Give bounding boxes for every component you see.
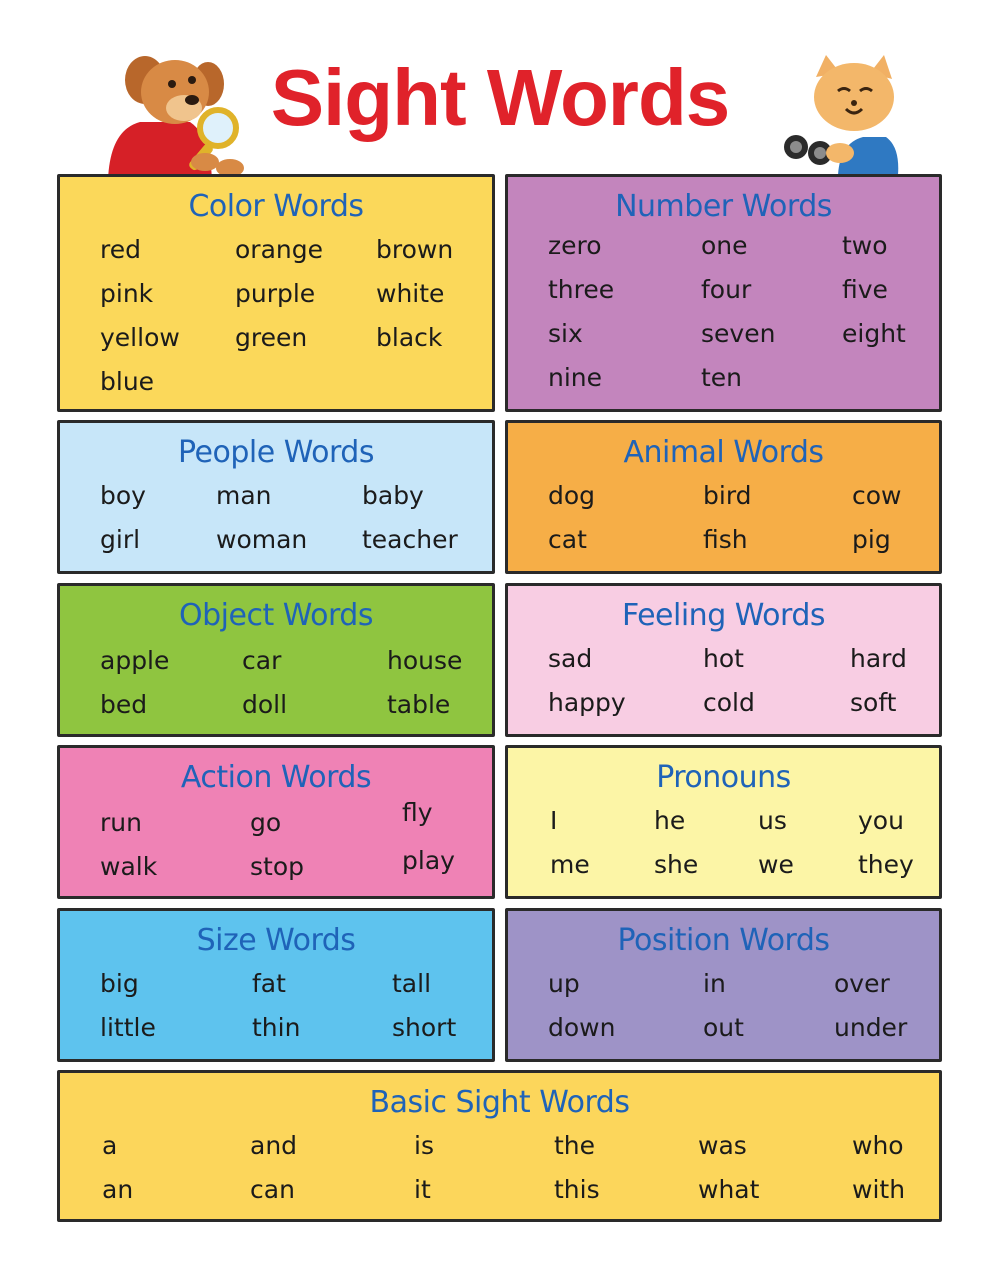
word: green [235, 323, 308, 352]
section-title: Feeling Words [621, 598, 826, 633]
word: sad [548, 644, 593, 673]
word: who [852, 1131, 904, 1160]
word: ten [701, 363, 743, 392]
word: we [758, 850, 794, 879]
word: go [250, 808, 282, 837]
word: down [548, 1013, 616, 1042]
word: bird [703, 481, 752, 510]
word: can [250, 1175, 295, 1204]
word: three [548, 275, 615, 304]
section-title: Action Words [180, 760, 372, 795]
word: an [102, 1175, 134, 1204]
word: blue [100, 367, 155, 396]
word: little [100, 1013, 156, 1042]
word: man [216, 481, 272, 510]
word: pink [100, 279, 154, 308]
object-words-box [57, 583, 495, 737]
word: under [834, 1013, 908, 1042]
word: and [250, 1131, 298, 1160]
word: I [550, 806, 558, 835]
word: woman [216, 525, 308, 554]
word: boy [100, 481, 146, 510]
word: me [550, 850, 590, 879]
word: one [701, 231, 748, 260]
word: car [242, 646, 282, 675]
word: walk [100, 852, 158, 881]
word: eight [842, 319, 906, 348]
section-title: People Words [178, 435, 374, 470]
word: up [548, 969, 580, 998]
word: brown [376, 235, 454, 264]
word: stop [250, 852, 304, 881]
word: table [387, 690, 451, 719]
word: orange [235, 235, 323, 264]
word: happy [548, 688, 626, 717]
word: fish [703, 525, 748, 554]
word: zero [548, 231, 602, 260]
section-title: Basic Sight Words [369, 1085, 630, 1120]
section-title: Position Words [617, 923, 830, 958]
word: bed [100, 690, 148, 719]
word: run [100, 808, 142, 837]
size-words-box [57, 908, 495, 1062]
section-title: Number Words [615, 189, 832, 224]
word: purple [235, 279, 316, 308]
word: thin [252, 1013, 301, 1042]
word: a [102, 1131, 118, 1160]
word: yellow [100, 323, 180, 352]
animal-words-box [505, 420, 942, 574]
word: play [402, 846, 455, 875]
word: this [554, 1175, 600, 1204]
word: six [548, 319, 583, 348]
word: tall [392, 969, 432, 998]
word: red [100, 235, 141, 264]
section-title: Animal Words [623, 435, 824, 470]
word: fat [252, 969, 286, 998]
word: with [852, 1175, 906, 1204]
word: big [100, 969, 139, 998]
word: cat [548, 525, 587, 554]
word: nine [548, 363, 603, 392]
word: teacher [362, 525, 458, 554]
word: pig [852, 525, 891, 554]
word: he [654, 806, 686, 835]
word: out [703, 1013, 744, 1042]
word: it [414, 1175, 431, 1204]
section-title: Pronouns [656, 760, 791, 795]
basic-sight-words-box [57, 1070, 942, 1222]
word: girl [100, 525, 141, 554]
word: is [414, 1131, 434, 1160]
dog-mascot-icon [100, 50, 250, 180]
section-title: Object Words [179, 598, 373, 633]
word: dog [548, 481, 596, 510]
cat-mascot-icon [778, 55, 908, 175]
word: short [392, 1013, 457, 1042]
word: they [858, 850, 914, 879]
word: apple [100, 646, 170, 675]
word: hot [703, 644, 744, 673]
section-title: Size Words [196, 923, 356, 958]
word: doll [242, 690, 288, 719]
color-words-box [57, 174, 495, 412]
word: us [758, 806, 787, 835]
word: was [698, 1131, 747, 1160]
word: cold [703, 688, 755, 717]
word: soft [850, 688, 897, 717]
word: black [376, 323, 443, 352]
word: cow [852, 481, 902, 510]
word: two [842, 231, 888, 260]
word: you [858, 806, 904, 835]
word: house [387, 646, 463, 675]
word: hard [850, 644, 907, 673]
word: in [703, 969, 726, 998]
position-words-box [505, 908, 942, 1062]
word: five [842, 275, 888, 304]
section-title: Color Words [188, 189, 364, 224]
word: she [654, 850, 699, 879]
pronouns-box [505, 745, 942, 899]
word: seven [701, 319, 776, 348]
number-words-box [505, 174, 942, 412]
people-words-box [57, 420, 495, 574]
word: what [698, 1175, 760, 1204]
word: over [834, 969, 890, 998]
word: baby [362, 481, 424, 510]
word: fly [402, 798, 433, 827]
word: the [554, 1131, 596, 1160]
action-words-box [57, 745, 495, 899]
feeling-words-box [505, 583, 942, 737]
word: white [376, 279, 445, 308]
page-title: Sight Words [270, 53, 730, 142]
word: four [701, 275, 752, 304]
